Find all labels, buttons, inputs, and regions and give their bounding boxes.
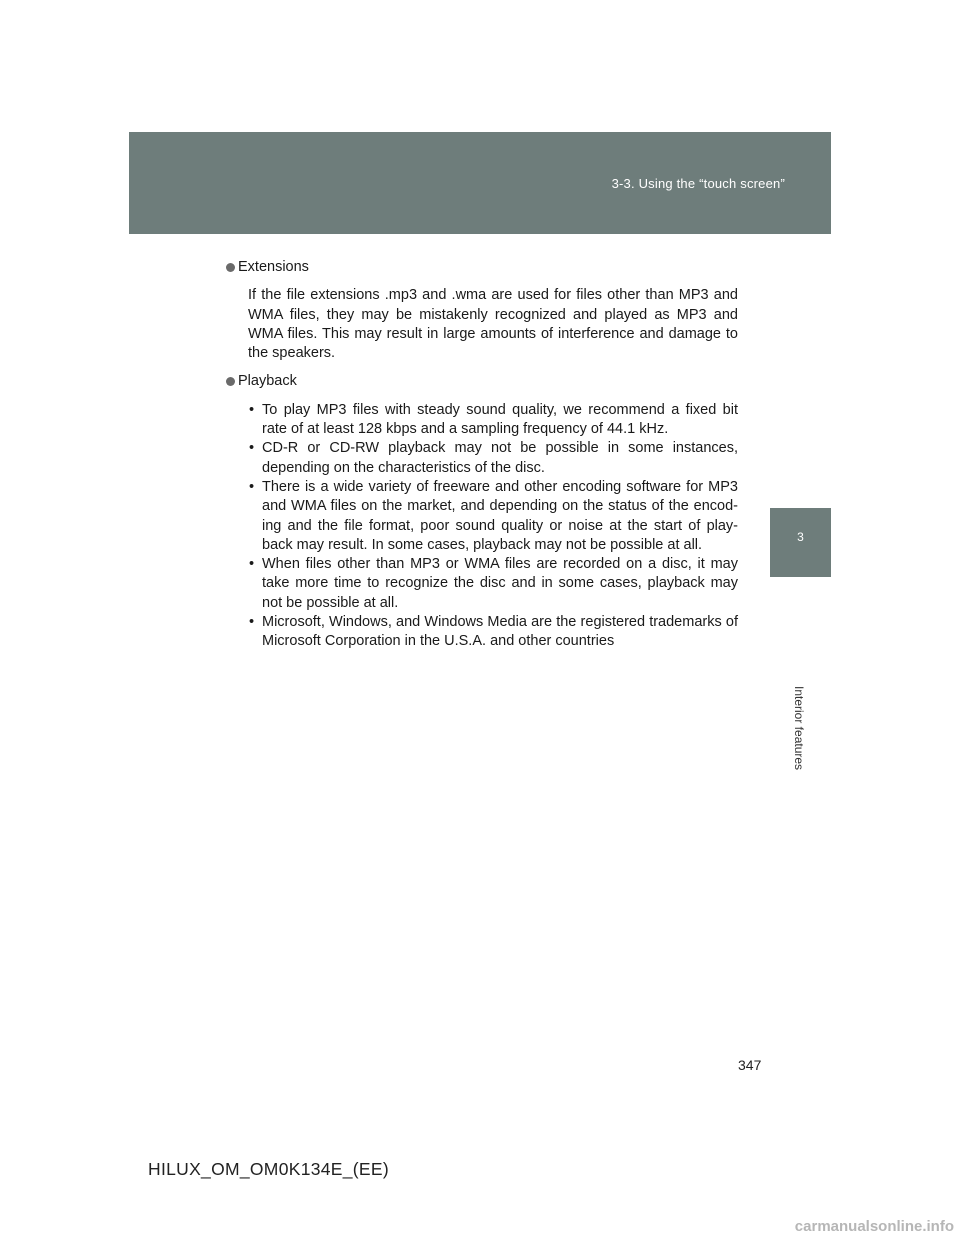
chapter-label: [792, 586, 808, 771]
page-number: 347: [738, 1057, 762, 1073]
bullet-dot-icon: •: [249, 614, 255, 631]
page-content: [238, 258, 738, 652]
bullet-dot-icon: •: [249, 440, 255, 457]
header-band: [129, 132, 831, 234]
document-code: HILUX_OM_OM0K134E_(EE): [148, 1159, 389, 1179]
bullet-circle-icon: [226, 263, 235, 272]
bullet-circle-icon: [226, 377, 235, 386]
list-item: [248, 613, 738, 652]
extensions-paragraph: If the file extensions .mp3 and .wma are used for files other than MP3 and WMA files, they may be mistakenly recognized and played as MP3 and WMA files. This may result in large amounts of interference and damage to the speakers.: [248, 287, 738, 362]
section-title: 3-3. Using the “touch screen”: [611, 176, 785, 191]
chapter-number: 3: [797, 530, 804, 544]
heading-text: Playback: [238, 373, 297, 390]
list-item-text: When files other than MP3 or WMA files are recorded on a disc, it may take more time to recognize the disc and in some cases, playback may not be possible at all.: [262, 556, 738, 611]
list-item-text: Microsoft, Windows, and Windows Media are the registered trademarks of Microsoft Corporation in the U.S.A. and other countries: [262, 614, 738, 650]
chapter-tab: [770, 508, 831, 577]
bullet-dot-icon: •: [249, 478, 255, 495]
list-item-text: There is a wide variety of freeware and other encoding software for MP3 and WMA files on the market, and depending on the status of the encod-ing and the file format, poor sound quality or noise at the start of play-back may result. In some cases, playback may not be possible at all.: [262, 478, 738, 553]
playback-list: [248, 401, 738, 652]
chapter-label-text: Interior features: [792, 686, 806, 771]
bullet-dot-icon: •: [249, 401, 255, 418]
list-item: [248, 439, 738, 478]
list-item-text: To play MP3 files with steady sound quality, we recommend a fixed bit rate of at least 128 kbps and a sampling frequency of 44.1 kHz.: [262, 401, 738, 438]
heading-text: Extensions: [238, 259, 309, 275]
list-item-text: CD-R or CD-RW playback may not be possible in some instances, depending on the characteristics of the disc.: [262, 440, 738, 476]
list-item: [248, 478, 738, 555]
section-heading-extensions: [226, 258, 738, 277]
list-item: [248, 401, 738, 440]
section-heading-playback: [226, 372, 738, 391]
bullet-dot-icon: •: [249, 556, 255, 573]
list-item: [248, 555, 738, 613]
watermark-text: carmanualsonline.info: [794, 1218, 954, 1235]
